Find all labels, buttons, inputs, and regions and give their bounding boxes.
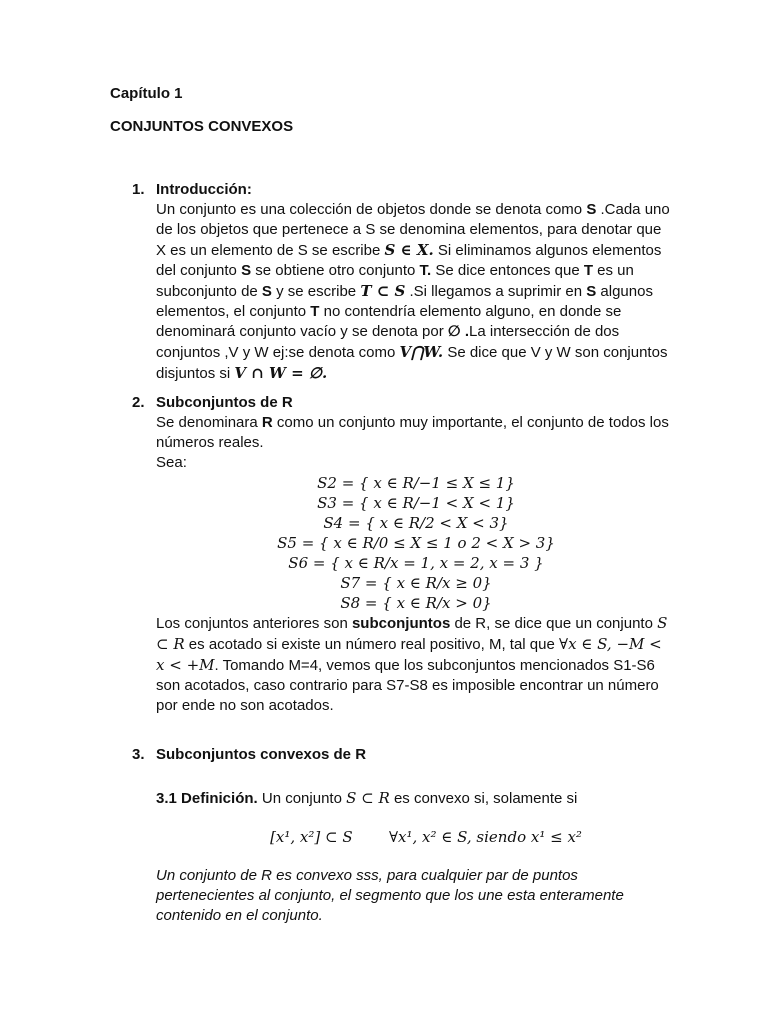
section-subconjuntos bbox=[132, 393, 672, 716]
section-title: Introducción: bbox=[156, 181, 252, 198]
chapter-heading: Capítulo 1 bbox=[110, 85, 183, 102]
section-number: 1. bbox=[132, 181, 145, 198]
paragraph: Se denominara R como un conjunto muy importante, el conjunto de todos los números reales. bbox=[156, 414, 669, 451]
section-heading bbox=[132, 745, 672, 765]
equation-s8: S8 = { x ∈ R/x > 0} bbox=[340, 594, 492, 612]
equation-block bbox=[156, 473, 676, 613]
section-title: Subconjuntos convexos de R bbox=[156, 746, 367, 763]
equation-s6: S6 = { x ∈ R/x = 1, x = 2, x = 3 } bbox=[288, 554, 544, 572]
equation-s7: S7 = { x ∈ R/x ≥ 0} bbox=[340, 574, 492, 592]
paragraph: Un conjunto es una colección de objetos donde se denota como S .Cada uno de los objetos que pertenece a S se denomina elementos, para denotar que X es un elemento de S se escribe S ∈ X. Si eliminamos algunos elementos del conjunto S se obtiene otro conjunto T. Se dice entonces que T es un subconjunto de S y se escribe T ⊂ S .Si llegamos a suprimir en S algunos elementos, el conjunto T no contendría elemento alguno, en donde se denominará conjunto vacío y se denota por ∅ .La intersección de dos conjuntos ,V y W ej:se denota como V⋂W. Se dice que V y W son conjuntos disjuntos si V ∩ W = ∅. bbox=[156, 201, 670, 382]
sea-label: Sea: bbox=[156, 454, 187, 471]
section-number: 3. bbox=[132, 746, 145, 763]
section-body bbox=[132, 200, 672, 384]
formula-right: ∀x¹, x² ∈ S, siendo x¹ ≤ x² bbox=[388, 828, 582, 846]
section-heading bbox=[132, 180, 672, 200]
equation-s2: S2 = { x ∈ R/−1 ≤ X ≤ 1} bbox=[317, 474, 515, 492]
section-heading bbox=[132, 393, 672, 413]
formula-left: [x¹, x²] ⊂ S bbox=[270, 828, 353, 846]
section-body bbox=[132, 413, 672, 716]
equation-s5: S5 = { x ∈ R/0 ≤ X ≤ 1 o 2 < X > 3} bbox=[277, 534, 555, 552]
paragraph: Los conjuntos anteriores son subconjuntos de R, se dice que un conjunto S ⊂ R es acotado si existe un número real positivo, M, tal que ∀x ∈ S, −M < x < +M. Tomando M=4, vemos que los subconjuntos mencionados S1-S6 son acotados, caso contrario para S7-S8 es imposible encontrar un número por ende no son acotados. bbox=[156, 614, 668, 714]
definition-paragraph: 3.1 Definición. Un conjunto S ⊂ R es convexo si, solamente si bbox=[156, 789, 578, 807]
section-title: Subconjuntos de R bbox=[156, 394, 293, 411]
equation-s4: S4 = { x ∈ R/2 < X < 3} bbox=[323, 514, 509, 532]
section-convexos bbox=[132, 745, 672, 941]
section-number: 2. bbox=[132, 394, 145, 411]
document-title: CONJUNTOS CONVEXOS bbox=[110, 118, 294, 135]
definition-quote: Un conjunto de R es convexo sss, para cualquier par de puntos pertenecientes al conjunto, el segmento que los une esta enteramente contenido en el conjunto. bbox=[156, 867, 624, 924]
section-introduccion bbox=[132, 180, 672, 384]
definition-formula bbox=[132, 827, 696, 848]
equation-s3: S3 = { x ∈ R/−1 < X < 1} bbox=[317, 494, 515, 512]
